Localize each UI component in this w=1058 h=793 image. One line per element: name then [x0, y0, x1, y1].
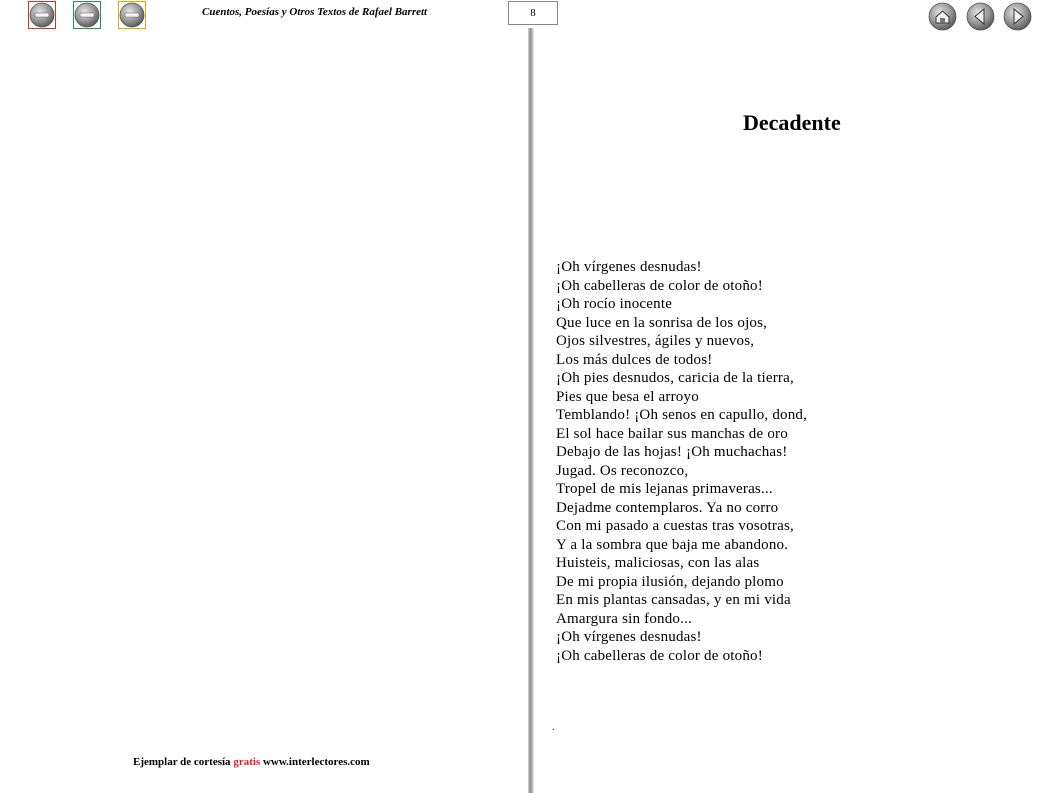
footer-free-word: gratis [233, 756, 261, 768]
page-number: 8 [508, 1, 558, 25]
poem-line: Y a la sombra que baja me abandono. [556, 536, 789, 553]
poem-line: ¡Oh vírgenes desnudas! [556, 259, 702, 275]
footer-url-link[interactable]: www.interlectores.com [262, 756, 370, 768]
poem-line: El sol hace bailar sus manchas de oro [556, 425, 788, 442]
footer-prefix: Ejemplar de cortesía [133, 756, 231, 768]
previous-page-button[interactable] [966, 2, 995, 31]
poem-line: Dejadme contemplaros. Ya no corro [556, 499, 779, 516]
poem-line: Tropel de mis lejanas primaveras... [556, 481, 773, 497]
end-mark: . [552, 722, 555, 733]
home-icon [928, 2, 957, 31]
poem-line: Pies que besa el arroyo [556, 388, 699, 405]
book-title: Cuentos, Poesías y Otros Textos de Rafael Barrett [202, 6, 428, 18]
book-spine [528, 28, 534, 793]
minus-button-yellow[interactable] [118, 1, 146, 29]
poem-line: Ojos silvestres, ágiles y nuevos, [556, 333, 755, 349]
poem-line: Los más dulces de todos! [556, 351, 713, 368]
poem-line: Huisteis, maliciosas, con las alas [556, 555, 760, 571]
minus-icon [29, 2, 55, 28]
poem-line: ¡Oh cabelleras de color de otoño! [556, 647, 763, 664]
poem-line: De mi propia ilusión, dejando plomo [556, 573, 784, 590]
poem-line: Con mi pasado a cuestas tras vosotras, [556, 518, 794, 534]
poem-line: Temblando! ¡Oh senos en capullo, dond, [556, 407, 808, 423]
minus-icon [119, 2, 145, 28]
poem-line: En mis plantas cansadas, y en mi vida [556, 592, 791, 608]
home-button[interactable] [928, 2, 957, 31]
minus-button-red[interactable] [28, 1, 56, 29]
footer [133, 756, 370, 768]
arrow-right-icon [1003, 2, 1032, 31]
minus-icon [74, 2, 100, 28]
next-page-button[interactable] [1003, 2, 1032, 31]
poem-line: ¡Oh rocío inocente [556, 296, 673, 312]
poem-line: Amargura sin fondo... [556, 610, 692, 627]
poem-line: Jugad. Os reconozco, [556, 462, 689, 479]
poem [556, 258, 807, 665]
poem-line: ¡Oh cabelleras de color de otoño! [556, 277, 763, 294]
arrow-left-icon [966, 2, 995, 31]
poem-line: Que luce en la sonrisa de los ojos, [556, 314, 768, 331]
poem-line: ¡Oh pies desnudos, caricia de la tierra, [556, 370, 794, 386]
poem-line: ¡Oh vírgenes desnudas! [556, 629, 702, 645]
chapter-title: Decadente [743, 110, 841, 135]
minus-button-green[interactable] [73, 1, 101, 29]
poem-line: Debajo de las hojas! ¡Oh muchachas! [556, 444, 788, 460]
